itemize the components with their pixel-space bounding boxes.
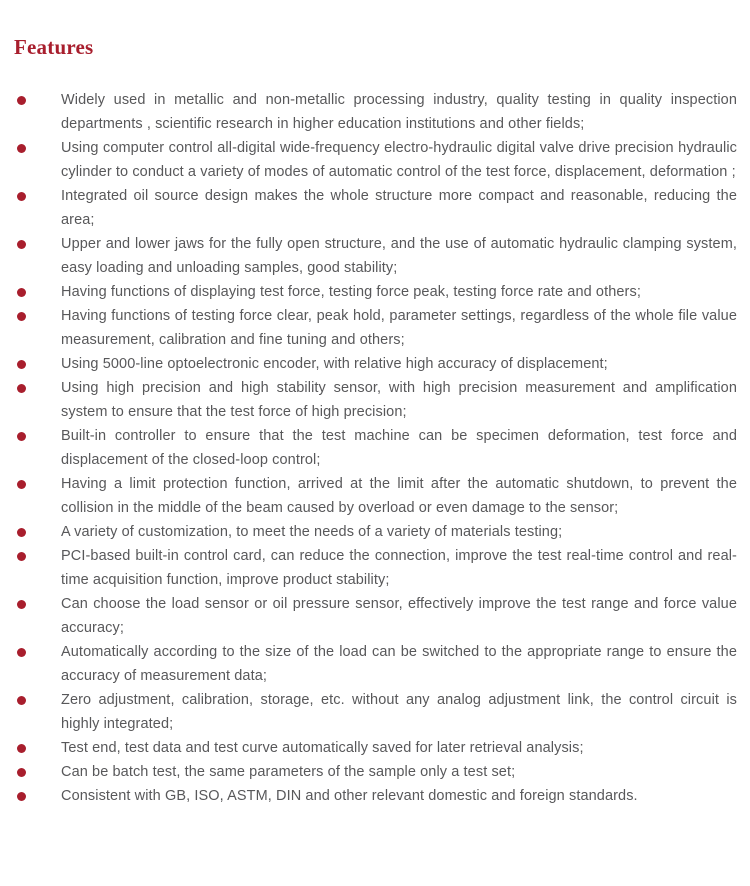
feature-list-item [14, 88, 737, 136]
feature-list-item [14, 352, 737, 376]
bullet-icon [17, 288, 26, 297]
bullet-icon [17, 768, 26, 777]
feature-text: Using 5000-line optoelectronic encoder, with relative high accuracy of displacement; [61, 356, 608, 372]
feature-text: Using computer control all-digital wide-frequency electro-hydraulic digital valve drive precision hydraulic cylinder to conduct a variety of modes of automatic control of the test force, displacement, deformation ; [61, 140, 737, 180]
feature-list-item [14, 592, 737, 640]
feature-list-item [14, 688, 737, 736]
bullet-icon [17, 144, 26, 153]
bullet-icon [17, 696, 26, 705]
bullet-icon [17, 360, 26, 369]
bullet-icon [17, 384, 26, 393]
feature-text: Having a limit protection function, arrived at the limit after the automatic shutdown, to prevent the collision in the middle of the beam caused by overload or even damage to the sensor; [61, 476, 737, 516]
feature-text: Upper and lower jaws for the fully open structure, and the use of automatic hydraulic clamping system, easy loading and unloading samples, good stability; [61, 236, 737, 276]
bullet-icon [17, 600, 26, 609]
bullet-icon [17, 480, 26, 489]
feature-text: PCI-based built-in control card, can reduce the connection, improve the test real-time control and real-time acquisition function, improve product stability; [61, 548, 737, 588]
feature-text: Can choose the load sensor or oil pressure sensor, effectively improve the test range and force value accuracy; [61, 596, 737, 636]
bullet-icon [17, 792, 26, 801]
feature-list-item [14, 232, 737, 280]
feature-text: Having functions of displaying test force, testing force peak, testing force rate and others; [61, 284, 641, 300]
bullet-icon [17, 744, 26, 753]
feature-text: Having functions of testing force clear, peak hold, parameter settings, regardless of the whole file value measurement, calibration and fine tuning and others; [61, 308, 737, 348]
feature-text: Automatically according to the size of the load can be switched to the appropriate range to ensure the accuracy of measurement data; [61, 644, 737, 684]
feature-text: Widely used in metallic and non-metallic processing industry, quality testing in quality inspection departments , scientific research in higher education institutions and other fields; [61, 92, 737, 132]
feature-list-item [14, 784, 737, 808]
feature-list-item [14, 736, 737, 760]
feature-text: A variety of customization, to meet the needs of a variety of materials testing; [61, 524, 563, 540]
feature-text: Built-in controller to ensure that the test machine can be specimen deformation, test force and displacement of the closed-loop control; [61, 428, 737, 468]
feature-list-item [14, 760, 737, 784]
feature-text: Consistent with GB, ISO, ASTM, DIN and other relevant domestic and foreign standards. [61, 788, 638, 804]
feature-text: Test end, test data and test curve automatically saved for later retrieval analysis; [61, 740, 584, 756]
bullet-icon [17, 192, 26, 201]
bullet-icon [17, 96, 26, 105]
feature-list-item [14, 184, 737, 232]
bullet-icon [17, 552, 26, 561]
feature-list-item [14, 280, 737, 304]
feature-list-item [14, 520, 737, 544]
feature-list-item [14, 376, 737, 424]
bullet-icon [17, 240, 26, 249]
bullet-icon [17, 312, 26, 321]
feature-list-item [14, 424, 737, 472]
feature-text: Can be batch test, the same parameters of the sample only a test set; [61, 764, 516, 780]
bullet-icon [17, 648, 26, 657]
bullet-icon [17, 432, 26, 441]
feature-list-item [14, 136, 737, 184]
feature-list-item [14, 304, 737, 352]
bullet-icon [17, 528, 26, 537]
feature-text: Zero adjustment, calibration, storage, etc. without any analog adjustment link, the control circuit is highly integrated; [61, 692, 737, 732]
feature-list-item [14, 472, 737, 520]
feature-list-item [14, 640, 737, 688]
feature-list [14, 88, 737, 808]
feature-list-item [14, 544, 737, 592]
feature-text: Integrated oil source design makes the whole structure more compact and reasonable, reducing the area; [61, 188, 737, 228]
page-title: Features [14, 35, 94, 59]
feature-text: Using high precision and high stability sensor, with high precision measurement and amplification system to ensure that the test force of high precision; [61, 380, 737, 420]
